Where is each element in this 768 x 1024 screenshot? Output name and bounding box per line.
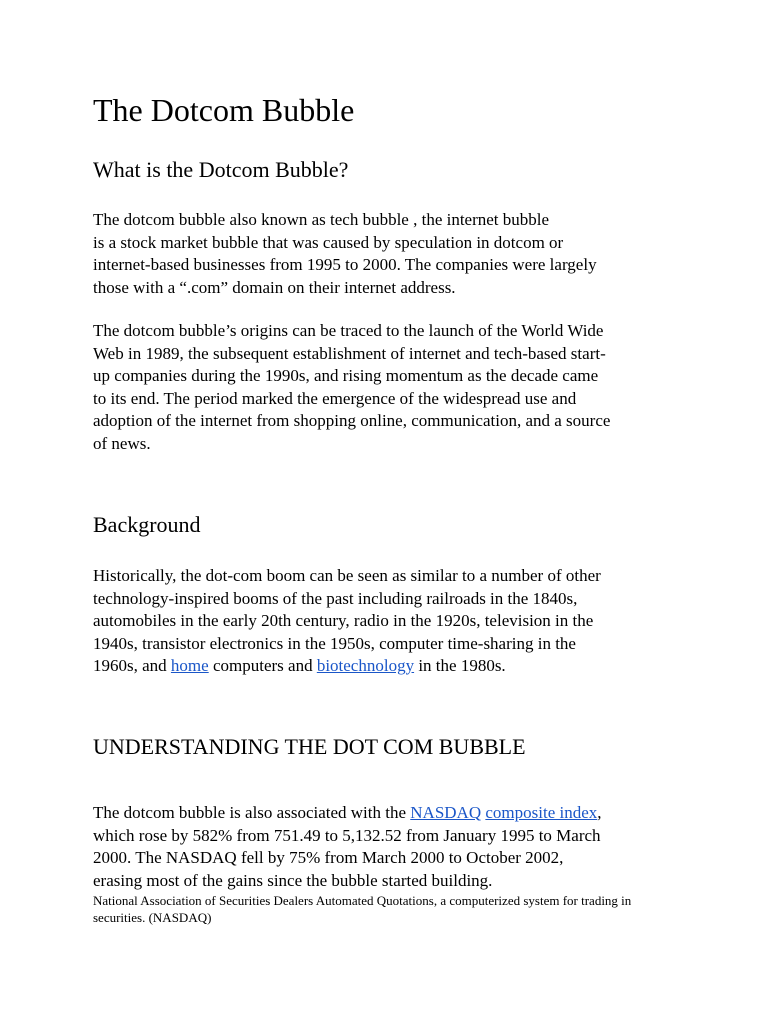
paragraph-definition [93, 209, 597, 299]
text-line: internet-based businesses from 1995 to 2000. The companies were largely [93, 255, 597, 274]
text-line [93, 802, 602, 825]
text-fragment: in the 1980s. [414, 656, 506, 675]
text-line: technology-inspired booms of the past including railroads in the 1840s, [93, 588, 578, 608]
home-link[interactable]: home [170, 656, 209, 675]
text-fragment: computers and [208, 656, 317, 675]
biotechnology-link[interactable]: biotechnology [316, 656, 415, 675]
text-line [93, 655, 601, 678]
text-line: The dotcom bubble’s origins can be traced to the launch of the World Wide [93, 321, 604, 340]
text-line: Web in 1989, the subsequent establishment of internet and tech-based start- [93, 343, 606, 363]
text-line: adoption of the internet from shopping online, communication, and a source [93, 411, 611, 430]
footnote-nasdaq [93, 892, 631, 926]
text-line: The dotcom bubble also known as tech bubble , the internet bubble [93, 210, 550, 229]
text-line: is a stock market bubble that was caused by speculation in dotcom or [93, 232, 564, 252]
footnote-line: securities. (NASDAQ) [93, 910, 212, 925]
page-title: The Dotcom Bubble [93, 92, 355, 128]
text-fragment: , [597, 803, 602, 822]
text-fragment: The dotcom bubble is also associated with the [93, 803, 411, 822]
text-line: erasing most of the gains since the bubble started building. [93, 870, 493, 890]
section-heading-background: Background [93, 512, 201, 537]
section-heading-understanding: UNDERSTANDING THE DOT COM BUBBLE [93, 734, 526, 759]
composite-index-link[interactable]: composite index [485, 803, 598, 822]
text-line: those with a “.com” domain on their internet address. [93, 277, 456, 297]
text-line: up companies during the 1990s, and rising momentum as the decade came [93, 366, 599, 385]
paragraph-nasdaq [93, 802, 602, 892]
text-fragment: 1960s, and [93, 656, 171, 675]
text-line: 2000. The NASDAQ fell by 75% from March 2000 to October 2002, [93, 848, 564, 867]
text-line: 1940s, transistor electronics in the 1950s, computer time-sharing in the [93, 633, 576, 653]
text-line: automobiles in the early 20th century, radio in the 1920s, television in the [93, 611, 594, 630]
footnote-line: National Association of Securities Dealers Automated Quotations, a computerized system for trading in [93, 893, 632, 908]
nasdaq-link[interactable]: NASDAQ [410, 803, 482, 822]
text-line: of news. [93, 433, 151, 453]
section-heading-what-is: What is the Dotcom Bubble? [93, 157, 349, 182]
paragraph-origins [93, 320, 610, 455]
text-line: to its end. The period marked the emergence of the widespread use and [93, 388, 577, 408]
text-line: which rose by 582% from 751.49 to 5,132.52 from January 1995 to March [93, 825, 601, 845]
paragraph-background [93, 565, 601, 678]
text-line: Historically, the dot-com boom can be seen as similar to a number of other [93, 566, 601, 585]
